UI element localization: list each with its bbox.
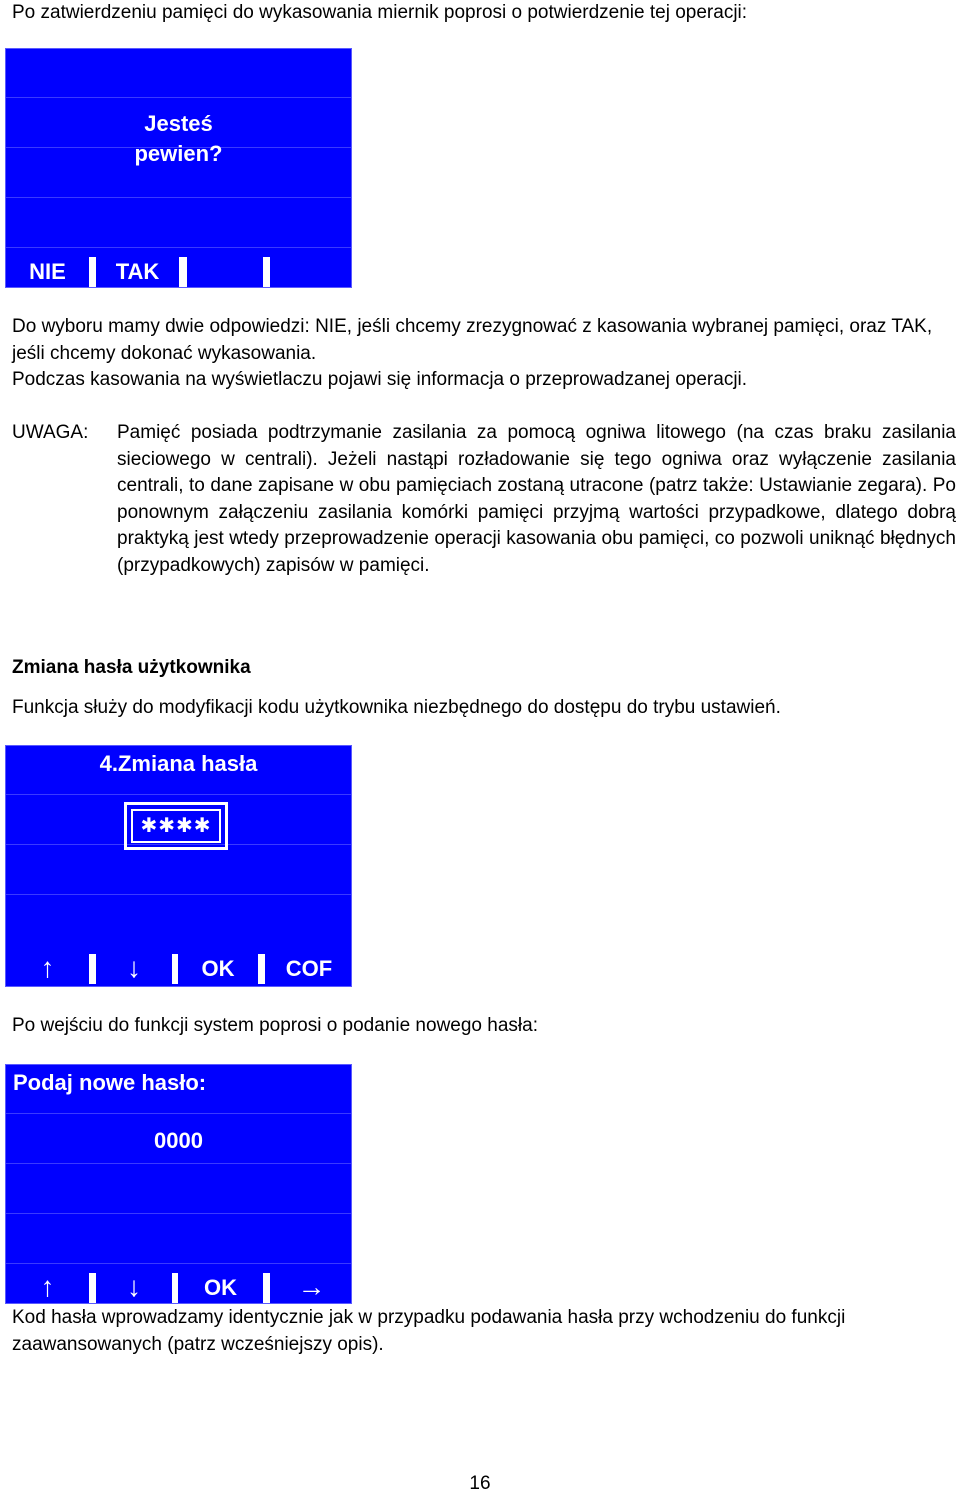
masked-password: ✱✱✱✱ (131, 809, 221, 843)
softkey-up[interactable]: ↑ (6, 1273, 89, 1303)
new-password-prompt-text: Po wejściu do funkcji system poprosi o podanie nowego hasła: (12, 1015, 538, 1036)
answer-text-3: , jeśli chcemy dokonać wykasowania. (12, 316, 933, 364)
section-description: Funkcja służy do modyfikacji kodu użytkownika niezbędnego do dostępu do trybu ustawień. (12, 697, 781, 718)
lcd-row-divider (6, 1163, 351, 1164)
softkey-yes[interactable]: TAK (96, 257, 179, 287)
confirm-line-1: Jesteś (144, 111, 213, 136)
softkey-no[interactable]: NIE (6, 257, 89, 287)
softkey-empty-4[interactable] (270, 257, 352, 287)
lcd-confirm-screen (5, 48, 352, 288)
page-number: 16 (469, 1473, 491, 1494)
softkey-down[interactable]: ↓ (96, 954, 172, 984)
lcd-row-divider (6, 1263, 351, 1264)
new-password-title: Podaj nowe hasło: (13, 1070, 207, 1095)
softkey-next[interactable]: → (270, 1273, 352, 1303)
confirm-line-2: pewien? (134, 141, 223, 166)
softkey-up[interactable]: ↑ (6, 954, 89, 984)
lcd-row-divider (6, 1113, 351, 1114)
lcd-row-divider (6, 794, 351, 795)
lcd-row-divider (6, 97, 351, 98)
softkey-bar (6, 954, 351, 984)
softkey-cancel[interactable]: COF (265, 954, 352, 984)
menu-title: 4.Zmiana hasła (99, 751, 258, 776)
password-entry-note: Kod hasła wprowadzamy identycznie jak w przypadku podawania hasła przy wchodzeniu do funkcji zaawansowanych (patrz wcześniejszy opis). (12, 1307, 846, 1355)
softkey-bar (6, 257, 351, 287)
new-password-value[interactable]: 0000 (154, 1128, 203, 1153)
warning-label: UWAGA: (12, 422, 89, 443)
lcd-new-password-screen (5, 1064, 352, 1304)
answer-tak: TAK (891, 316, 927, 337)
softkey-empty-3[interactable] (187, 257, 263, 287)
answer-text-1: Do wyboru mamy dwie odpowiedzi: (12, 316, 316, 337)
erase-info-line: Podczas kasowania na wyświetlaczu pojawi się informacja o przeprowadzanej operacji. (12, 369, 748, 390)
lcd-row-divider (6, 247, 351, 248)
lcd-row-divider (6, 1213, 351, 1214)
softkey-ok[interactable]: OK (178, 954, 258, 984)
warning-text: Pamięć posiada podtrzymanie zasilania za pomocą ogniwa litowego (na czas braku zasilania sieciowego w centrali). Jeżeli nastąpi rozładowanie się tego ogniwa oraz wyłączenie zasilania centrali, to dane zapisane w obu pamięciach zostaną utracone (patrz także: Ustawianie zegara). Po ponownym załączeniu zasilania komórki pamięci przyjmą wartości przypadkowe, dlatego dobrą praktyką jest wtedy przeprowadzenie operacji kasowania obu pamięci, co pozwoli uniknąć błędnych (przypadkowych) zapisów w pamięci. (117, 422, 956, 576)
lcd-row-divider (6, 894, 351, 895)
answer-text-2: , jeśli chcemy zrezygnować z kasowania wybranej pamięci, oraz (346, 316, 892, 337)
softkey-bar (6, 1273, 351, 1303)
answer-options-paragraph (12, 314, 956, 394)
intro-text: Po zatwierdzeniu pamięci do wykasowania miernik poprosi o potwierdzenie tej operacji: (12, 2, 748, 23)
softkey-ok[interactable]: OK (178, 1273, 263, 1303)
section-heading: Zmiana hasła użytkownika (12, 657, 251, 678)
lcd-row-divider (6, 197, 351, 198)
answer-nie: NIE (315, 316, 347, 337)
lcd-change-password-screen (5, 745, 352, 987)
confirm-question (6, 109, 351, 169)
password-box (124, 802, 228, 850)
softkey-down[interactable]: ↓ (96, 1273, 172, 1303)
